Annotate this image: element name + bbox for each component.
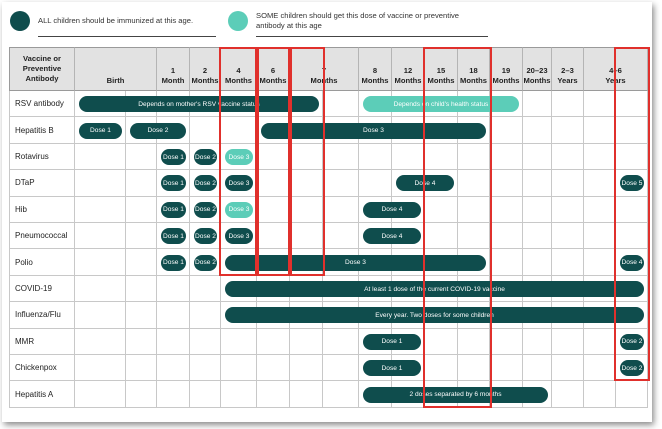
dose-pill: Dose 1	[161, 149, 186, 165]
grid-cell	[584, 91, 616, 117]
grid-cell	[190, 302, 221, 328]
grid-cell	[75, 355, 126, 381]
grid-cell	[523, 91, 552, 117]
dose-pill: Depends on child's health status	[363, 96, 519, 112]
grid-cell	[157, 329, 190, 355]
row-label: Hepatitis A	[9, 381, 75, 407]
dose-pill: Dose 3	[261, 123, 486, 139]
dose-pill: Dose 1	[363, 334, 421, 350]
dose-pill: Dose 4	[363, 228, 421, 244]
header-age-0: Birth	[75, 47, 157, 91]
grid-cell	[490, 329, 523, 355]
grid-cell	[490, 117, 523, 143]
legend-some-dot	[228, 11, 248, 31]
grid-cell	[126, 381, 157, 407]
legend-some-text: SOME children should get this dose of vaccine or preventive antibody at this age	[256, 11, 460, 30]
grid-cell	[392, 144, 425, 170]
grid-cell	[126, 197, 157, 223]
grid-cell	[290, 329, 323, 355]
header-age-11: 20–23 Months	[523, 47, 552, 91]
row-label: Chickenpox	[9, 355, 75, 381]
row-label: Pneumococcal	[9, 223, 75, 249]
header-age-4: 6 Months	[257, 47, 290, 91]
row-label: DTaP	[9, 170, 75, 196]
legend-all-dot	[10, 11, 30, 31]
grid-cell	[290, 355, 323, 381]
row-label: MMR	[9, 329, 75, 355]
header-age-8: 15 Months	[425, 47, 458, 91]
grid-cell	[157, 276, 190, 302]
highlight-box	[423, 47, 492, 408]
grid-cell	[523, 117, 552, 143]
grid-cell	[584, 329, 616, 355]
grid-cell	[552, 117, 584, 143]
grid-cell	[552, 381, 584, 407]
schedule-card	[2, 2, 652, 422]
row-label: COVID-19	[9, 276, 75, 302]
grid-cell	[584, 117, 616, 143]
grid-cell	[257, 329, 290, 355]
dose-pill: Dose 2	[194, 228, 217, 244]
dose-pill: Dose 1	[161, 175, 186, 191]
grid-cell	[126, 355, 157, 381]
header-age-5: 7 Months	[290, 47, 359, 91]
row-label: Influenza/Flu	[9, 302, 75, 328]
grid-cell	[157, 355, 190, 381]
dose-pill: At least 1 dose of the current COVID-19 vaccine	[225, 281, 644, 297]
grid-cell	[221, 355, 257, 381]
grid-cell	[523, 249, 552, 275]
grid-cell	[75, 381, 126, 407]
grid-cell	[584, 197, 616, 223]
grid-cell	[323, 170, 359, 196]
grid-cell	[157, 381, 190, 407]
header-corner: Vaccine or Preventive Antibody	[9, 47, 75, 91]
dose-pill: Dose 4	[363, 202, 421, 218]
grid-cell	[584, 223, 616, 249]
highlight-box	[614, 47, 650, 381]
grid-cell	[323, 197, 359, 223]
dose-pill: Dose 1	[161, 228, 186, 244]
grid-cell	[75, 249, 126, 275]
dose-pill: Dose 2	[620, 334, 644, 350]
grid-cell	[126, 276, 157, 302]
grid-cell	[323, 91, 359, 117]
grid-cell	[523, 355, 552, 381]
grid-cell	[323, 223, 359, 249]
grid-cell	[584, 249, 616, 275]
grid-cell	[126, 170, 157, 196]
highlight-box	[288, 47, 325, 276]
header-age-6: 8 Months	[359, 47, 392, 91]
grid-cell	[359, 170, 392, 196]
grid-cell	[75, 170, 126, 196]
grid-cell	[221, 329, 257, 355]
dose-pill: Dose 2	[194, 175, 217, 191]
dose-pill: Dose 3	[225, 202, 253, 218]
dose-pill: Dose 1	[363, 360, 421, 376]
grid-cell	[552, 170, 584, 196]
grid-cell	[490, 249, 523, 275]
header-age-2: 2 Months	[190, 47, 221, 91]
grid-cell	[359, 144, 392, 170]
dose-pill: Depends on mother's RSV vaccine status	[79, 96, 319, 112]
grid-cell	[584, 170, 616, 196]
grid-cell	[584, 355, 616, 381]
grid-cell	[584, 381, 616, 407]
dose-pill: Dose 4	[620, 255, 644, 271]
grid-cell	[323, 329, 359, 355]
header-age-3: 4 Months	[221, 47, 257, 91]
grid-cell	[190, 355, 221, 381]
grid-cell	[523, 170, 552, 196]
grid-cell	[584, 144, 616, 170]
grid-cell	[323, 144, 359, 170]
highlight-box	[255, 47, 292, 276]
highlight-box	[219, 47, 259, 276]
grid-cell	[290, 381, 323, 407]
grid-cell	[523, 223, 552, 249]
grid-cell	[257, 381, 290, 407]
grid-cell	[75, 144, 126, 170]
header-age-1: 1 Month	[157, 47, 190, 91]
dose-pill: Dose 4	[396, 175, 454, 191]
dose-pill: Dose 3	[225, 255, 486, 271]
grid-cell	[490, 170, 523, 196]
header-age-12: 2–3 Years	[552, 47, 584, 91]
row-label: Rotavirus	[9, 144, 75, 170]
grid-cell	[523, 329, 552, 355]
grid-cell	[126, 302, 157, 328]
grid-cell	[523, 144, 552, 170]
grid-cell	[190, 276, 221, 302]
legend-all-underline	[38, 36, 216, 37]
grid-cell	[552, 355, 584, 381]
dose-pill: Dose 5	[620, 175, 644, 191]
grid-cell	[552, 249, 584, 275]
header-age-7: 12 Months	[392, 47, 425, 91]
grid-cell	[75, 223, 126, 249]
grid-cell	[323, 381, 359, 407]
grid-cell	[257, 355, 290, 381]
dose-pill: Every year. Two doses for some children	[225, 307, 644, 323]
dose-pill: Dose 3	[225, 149, 253, 165]
dose-pill: Dose 2	[194, 149, 217, 165]
grid-cell	[552, 144, 584, 170]
dose-pill: 2 doses separated by 6 months	[363, 387, 548, 403]
grid-cell	[190, 381, 221, 407]
legend-some-underline	[256, 36, 488, 37]
dose-pill: Dose 3	[225, 228, 253, 244]
grid-cell	[552, 329, 584, 355]
grid-cell	[126, 249, 157, 275]
grid-cell	[490, 223, 523, 249]
grid-cell	[323, 355, 359, 381]
row-label: Hib	[9, 197, 75, 223]
grid-cell	[75, 197, 126, 223]
grid-cell	[126, 144, 157, 170]
row-label: RSV antibody	[9, 91, 75, 117]
header-age-10: 19 Months	[490, 47, 523, 91]
dose-pill: Dose 2	[194, 202, 217, 218]
grid-cell	[552, 197, 584, 223]
grid-cell	[75, 276, 126, 302]
grid-cell	[75, 329, 126, 355]
grid-cell	[126, 223, 157, 249]
grid-cell	[616, 381, 648, 407]
header-age-13: 4–6 Years	[584, 47, 648, 91]
legend-all-text: ALL children should be immunized at this age.	[38, 16, 194, 25]
grid-cell	[490, 197, 523, 223]
grid-cell	[75, 302, 126, 328]
header-age-9: 18 Months	[458, 47, 490, 91]
dose-pill: Dose 2	[620, 360, 644, 376]
grid-cell	[157, 302, 190, 328]
grid-cell	[523, 197, 552, 223]
grid-cell	[552, 91, 584, 117]
dose-pill: Dose 2	[194, 255, 217, 271]
grid-cell	[221, 381, 257, 407]
grid-cell	[490, 355, 523, 381]
grid-cell	[126, 329, 157, 355]
dose-pill: Dose 1	[79, 123, 122, 139]
dose-pill: Dose 2	[130, 123, 186, 139]
grid-cell	[190, 117, 221, 143]
grid-cell	[552, 223, 584, 249]
dose-pill: Dose 1	[161, 255, 186, 271]
grid-cell	[490, 144, 523, 170]
row-label: Polio	[9, 249, 75, 275]
grid-cell	[190, 329, 221, 355]
dose-pill: Dose 3	[225, 175, 253, 191]
row-label: Hepatitis B	[9, 117, 75, 143]
dose-pill: Dose 1	[161, 202, 186, 218]
